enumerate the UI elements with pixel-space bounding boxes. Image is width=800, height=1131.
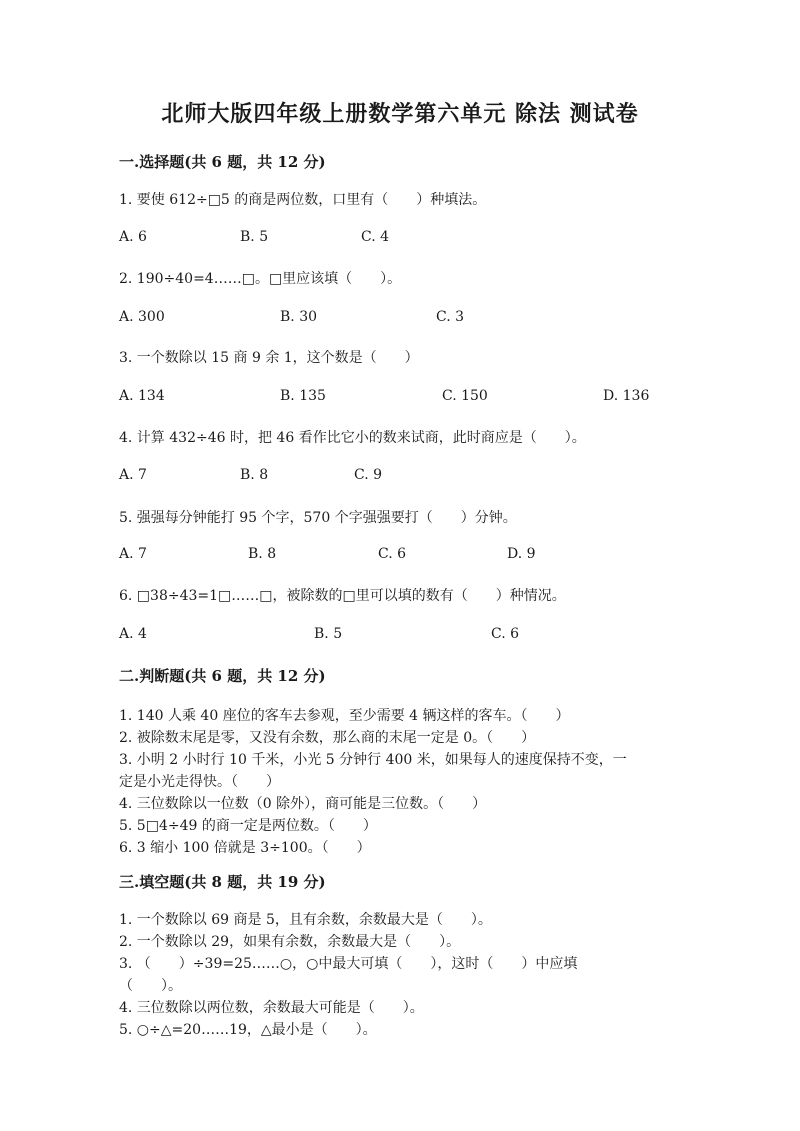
judgment-line: 4. 三位数除以一位数（0 除外），商可能是三位数。（ ） bbox=[119, 796, 487, 812]
option-1-5-b: B. 8 bbox=[248, 546, 277, 562]
question-1-4: 4. 计算 432÷46 时，把 46 看作比它小的数来试商，此时商应是（ ）。 bbox=[119, 430, 586, 446]
option-1-3-c: C. 150 bbox=[442, 388, 488, 404]
judgment-line: 5. 5□4÷49 的商一定是两位数。（ ） bbox=[119, 818, 377, 834]
option-1-2-a: A. 300 bbox=[119, 309, 165, 325]
option-1-6-c: C. 6 bbox=[491, 626, 520, 642]
option-1-5-a: A. 7 bbox=[119, 546, 147, 562]
fill-blank-line: （ ）。 bbox=[119, 978, 182, 994]
section-heading-choice: 一.选择题(共 6 题，共 12 分) bbox=[119, 153, 326, 171]
option-1-3-a: A. 134 bbox=[119, 388, 165, 404]
judgment-line: 1. 140 人乘 40 座位的客车去参观，至少需要 4 辆这样的客车。（ ） bbox=[119, 708, 570, 724]
section-heading-fill-blank: 三.填空题(共 8 题，共 19 分) bbox=[119, 873, 326, 891]
option-1-3-d: D. 136 bbox=[603, 388, 650, 404]
fill-blank-line: 5. ○÷△=20……19，△最小是（ ）。 bbox=[119, 1022, 377, 1038]
option-1-2-b: B. 30 bbox=[280, 309, 318, 325]
option-1-2-c: C. 3 bbox=[436, 309, 465, 325]
question-1-1: 1. 要使 612÷□5 的商是两位数，口里有（ ）种填法。 bbox=[119, 192, 487, 208]
question-1-6: 6. □38÷43=1□……□，被除数的□里可以填的数有（ ）种情况。 bbox=[119, 588, 566, 604]
option-1-6-a: A. 4 bbox=[119, 626, 147, 642]
option-1-4-c: C. 9 bbox=[354, 467, 383, 483]
option-1-6-b: B. 5 bbox=[314, 626, 343, 642]
judgment-line: 2. 被除数末尾是零，又没有余数，那么商的末尾一定是 0。（ ） bbox=[119, 730, 536, 746]
judgment-line: 6. 3 缩小 100 倍就是 3÷100。（ ） bbox=[119, 840, 371, 856]
fill-blank-line: 1. 一个数除以 69 商是 5，且有余数，余数最大是（ ）。 bbox=[119, 912, 492, 928]
judgment-line: 定是小光走得快。（ ） bbox=[119, 774, 280, 790]
fill-blank-line: 3. （ ）÷39=25……○，○中最大可填（ ），这时（ ）中应填 bbox=[119, 956, 578, 972]
question-1-2: 2. 190÷40=4……□。□里应该填（ ）。 bbox=[119, 271, 402, 287]
fill-blank-line: 2. 一个数除以 29，如果有余数，余数最大是（ ）。 bbox=[119, 934, 461, 950]
question-1-5: 5. 强强每分钟能打 95 个字，570 个字强强要打（ ）分钟。 bbox=[119, 510, 517, 526]
option-1-1-a: A. 6 bbox=[119, 229, 147, 245]
option-1-4-a: A. 7 bbox=[119, 467, 147, 483]
question-1-3: 3. 一个数除以 15 商 9 余 1，这个数是（ ） bbox=[119, 350, 419, 366]
option-1-4-b: B. 8 bbox=[240, 467, 269, 483]
option-1-5-c: C. 6 bbox=[378, 546, 407, 562]
option-1-5-d: D. 9 bbox=[507, 546, 536, 562]
judgment-line: 3. 小明 2 小时行 10 千米，小光 5 分钟行 400 米，如果每人的速度保持不变，一 bbox=[119, 752, 627, 768]
section-heading-judgment: 二.判断题(共 6 题，共 12 分) bbox=[119, 667, 326, 685]
option-1-1-b: B. 5 bbox=[240, 229, 269, 245]
page-title: 北师大版四年级上册数学第六单元 除法 测试卷 bbox=[161, 101, 639, 127]
fill-blank-line: 4. 三位数除以两位数，余数最大可能是（ ）。 bbox=[119, 1000, 424, 1016]
option-1-1-c: C. 4 bbox=[361, 229, 390, 245]
option-1-3-b: B. 135 bbox=[280, 388, 326, 404]
